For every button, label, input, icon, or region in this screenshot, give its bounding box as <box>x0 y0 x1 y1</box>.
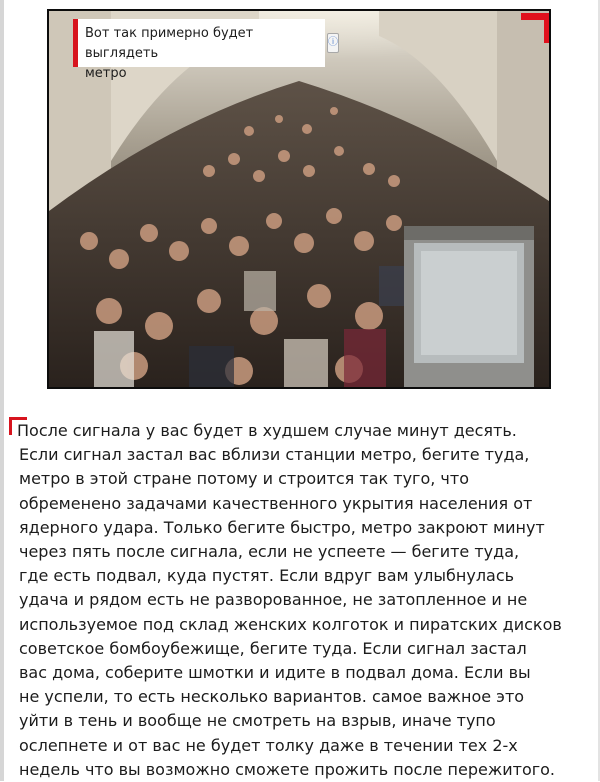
caption-text: Вот так примерно будет выглядеть метро <box>85 26 254 81</box>
paragraph-marker-icon <box>9 417 27 435</box>
corner-bracket-icon <box>521 13 551 43</box>
article-body <box>12 419 584 782</box>
photo-caption <box>73 19 338 81</box>
metro-crowd-photo <box>47 9 551 389</box>
article-paragraph: Если сигнал застал вас вблизи станции метро, бегите туда, метро в этой стране потому и строится так туго, что обременено задачами качественного укрытия населения от ядерного удара. Только бегите быстро, метро закроют минут через пять после сигнала, если не успеете — бегите туда, где есть подвал, куда пустят. Если вдруг вам улыбнулась удача и рядом есть не разворованное, не затопленное и не используемое под склад женских колготок и пиратских дисков советское бомбоубежище, бегите туда. Если сигнал застал вас дома, соберите шмотки и идите в подвал дома. Если вы не успели, то есть несколько вариантов. самое важное это уйти в тень и вообще не смотреть на взрыв, иначе тупо ослепнете и от вас не будет толку даже в течении тех 2-х недель что вы возможно сможете прожить после пережитого. <box>19 445 562 779</box>
left-edge-rule <box>0 0 4 781</box>
badge-icon[interactable]: ⓘ <box>327 33 339 53</box>
article-first-line: После сигнала у вас будет в худшем случае минут десять. <box>17 421 517 440</box>
turnstile-booth <box>404 226 534 387</box>
